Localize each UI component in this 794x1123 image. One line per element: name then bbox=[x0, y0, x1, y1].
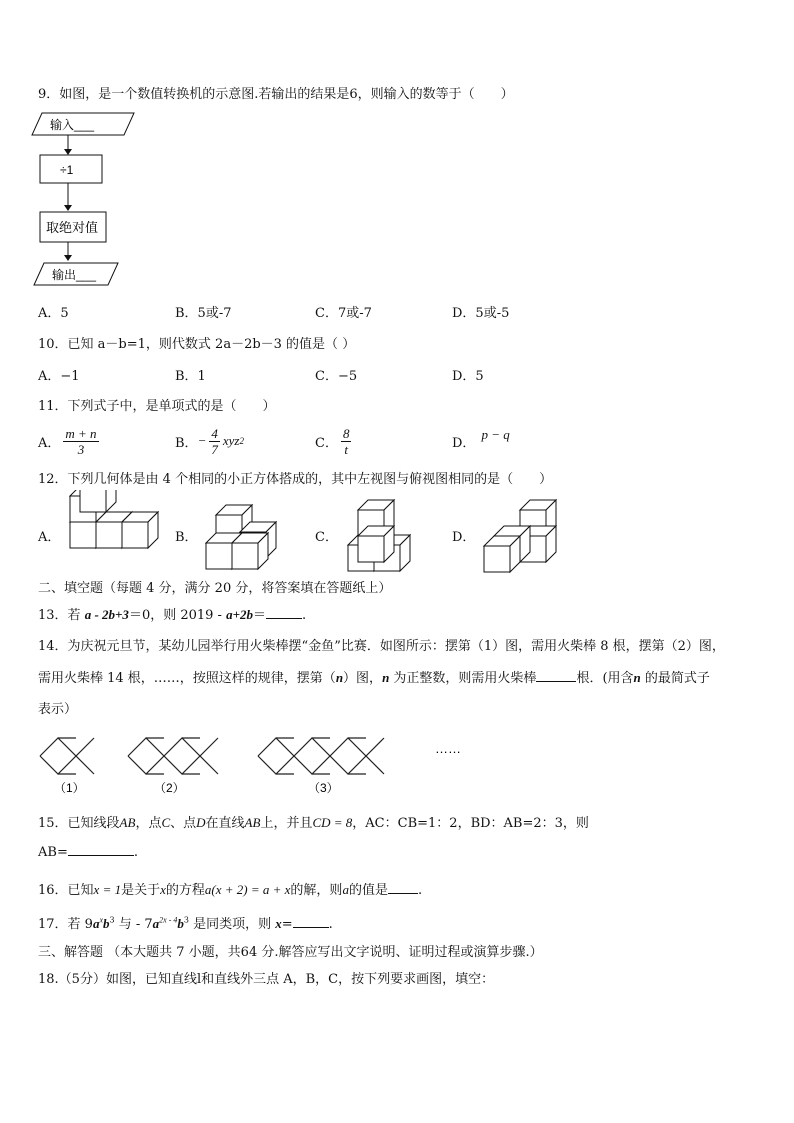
q14-line1: 14．为庆祝元旦节，某幼儿园举行用火柴棒摆“金鱼”比赛．如图所示：摆第（1）图，需用火柴棒 8 根，摆第（2）图， bbox=[38, 639, 725, 654]
flow-output-box bbox=[34, 263, 118, 285]
q11-b-label: B． bbox=[175, 435, 198, 451]
q13-post: ＝ bbox=[253, 608, 267, 623]
q14-fig-label-3: （3） bbox=[308, 781, 339, 795]
q16-equation: a(x + 2) = a + x bbox=[204, 882, 291, 897]
q16-t1: 是关于 bbox=[121, 883, 161, 898]
q17-end: . bbox=[328, 917, 333, 932]
q15-t1: ，点 bbox=[135, 816, 162, 831]
q12-cube-figures bbox=[0, 490, 794, 575]
q9-option-d: D．5或-5 bbox=[452, 306, 510, 321]
q11-b-sign: − bbox=[197, 433, 207, 448]
q11-stem: 11．下列式子中，是单项式的是（ ） bbox=[38, 399, 276, 414]
q13-pre: 13．若 bbox=[38, 608, 85, 623]
q11-d-label: D． bbox=[452, 435, 476, 451]
q12-label-c: C． bbox=[315, 530, 338, 545]
q12-stem: 12．下列几何体是由 4 个相同的小正方体搭成的，其中左视图与俯视图相同的是（ ） bbox=[38, 472, 553, 487]
q17-x: x bbox=[275, 916, 282, 931]
q14-line2c: 为正整数，则需用火柴棒 bbox=[389, 671, 537, 686]
q15-t4: 上，并且 bbox=[260, 816, 313, 831]
q15-line1 bbox=[38, 812, 589, 831]
q17-post: 是同类项，则 bbox=[188, 917, 276, 932]
q15-ab-label: AB= bbox=[38, 845, 68, 860]
q17-eq: = bbox=[281, 917, 293, 932]
q14-n3: n bbox=[633, 670, 641, 685]
q14-line2a: 需用火柴棒 14 根，……，按照这样的规律，摆第（ bbox=[38, 671, 336, 686]
q15-pre: 15．已知线段 bbox=[38, 816, 120, 831]
q14-line3: 表示） bbox=[38, 702, 78, 717]
q12-figure-a bbox=[70, 490, 158, 548]
section2-heading: 二、填空题（每题 4 分，满分 20 分，将答案填在答题纸上） bbox=[38, 581, 392, 596]
q9-option-c: C．7或-7 bbox=[315, 306, 372, 321]
q17-b2: b bbox=[177, 916, 184, 931]
section3-heading: 三、解答题 （本大题共 7 小题，共64 分.解答应写出文字说明、证明过程或演算步骤.） bbox=[38, 945, 543, 960]
q11-b-num: 4 bbox=[211, 425, 218, 441]
flow-input-box bbox=[32, 113, 134, 135]
q12-label-a: A． bbox=[38, 530, 61, 545]
q12-figure-d bbox=[484, 500, 556, 572]
flow-abs-text: 取绝对值 bbox=[46, 220, 99, 235]
q16-x1: x = 1 bbox=[93, 882, 122, 897]
q14-fig-label-2: （2） bbox=[154, 781, 185, 795]
q14-fig-label-1: （1） bbox=[54, 781, 85, 795]
q16-pre: 16．已知 bbox=[38, 883, 94, 898]
q13-eq2: a+2b bbox=[226, 607, 254, 622]
q17-b1: b bbox=[103, 916, 110, 931]
q15-t5: ，AC：CB=1：2，BD：AB=2：3，则 bbox=[352, 816, 589, 831]
q11-option-b bbox=[175, 421, 244, 461]
q17-mid: 与 - 7 bbox=[114, 917, 153, 932]
q12-label-d: D． bbox=[452, 530, 476, 545]
q11-c-den: t bbox=[344, 441, 349, 457]
q15-ab: AB bbox=[119, 815, 136, 830]
q12-figure-c bbox=[348, 500, 410, 571]
q11-d-expr: p − q bbox=[481, 427, 510, 442]
q14-answer-blank[interactable] bbox=[536, 681, 576, 682]
q14-n2: n bbox=[382, 670, 390, 685]
q10-option-d: D．5 bbox=[452, 369, 484, 384]
q14-n1: n bbox=[335, 670, 344, 685]
flow-op-box bbox=[40, 155, 102, 183]
q9-stem: 9．如图，是一个数值转换机的示意图.若输出的结果是6，则输入的数等于（ ） bbox=[38, 87, 514, 102]
q17-exp: 2x - 4 bbox=[159, 915, 178, 925]
flow-op-text: ÷1 bbox=[60, 163, 74, 177]
q11-option-d bbox=[452, 421, 510, 461]
q13-eq1: a - 2b+3 bbox=[84, 607, 129, 622]
q9-option-b: B．5或-7 bbox=[175, 306, 232, 321]
q16-stem bbox=[38, 879, 422, 898]
q11-b-den: 7 bbox=[211, 441, 218, 457]
flow-output-text: 输出___ bbox=[52, 268, 97, 282]
q15-t2: 、点 bbox=[170, 816, 197, 831]
q16-x2: x bbox=[160, 882, 166, 897]
q11-a-den: 3 bbox=[77, 441, 85, 457]
q13-answer-blank[interactable] bbox=[266, 618, 302, 619]
q9-option-a: A．5 bbox=[38, 306, 69, 321]
q14-line2b: ）图， bbox=[343, 671, 383, 686]
q15-t3: 在直线 bbox=[205, 816, 245, 831]
q14-ellipsis: …… bbox=[435, 741, 461, 756]
q11-b-rest: xyz bbox=[222, 433, 240, 448]
flow-abs-box bbox=[40, 212, 106, 242]
q11-b-exp: 2 bbox=[239, 436, 244, 446]
q13-mid: ＝0，则 2019 - bbox=[128, 608, 227, 623]
q15-answer-blank[interactable] bbox=[68, 855, 134, 856]
q18-stem: 18.（5分）如图，已知直线l和直线外三点 A，B，C，按下列要求画图，填空： bbox=[38, 972, 495, 987]
q16-t4: 的值是 bbox=[348, 883, 388, 898]
q17-a2: a bbox=[152, 916, 160, 931]
q10-option-b: B．1 bbox=[175, 369, 206, 384]
q14-fish-3 bbox=[258, 738, 384, 774]
q16-end: . bbox=[417, 883, 423, 898]
q10-option-c: C．−5 bbox=[315, 369, 358, 384]
q11-a-label: A． bbox=[38, 435, 61, 451]
q16-a: a bbox=[342, 882, 349, 897]
q12-label-b: B． bbox=[175, 530, 198, 545]
q14-fish-2 bbox=[128, 738, 218, 774]
q10-stem: 10．已知 a－b=1，则代数式 2a－2b－3 的值是（ ） bbox=[38, 337, 356, 352]
q11-a-num: m + n bbox=[65, 425, 97, 441]
q11-c-label: C． bbox=[315, 435, 338, 451]
q13-end: . bbox=[302, 608, 307, 623]
q14-matchstick-figures bbox=[30, 728, 470, 798]
q12-figure-b bbox=[206, 505, 276, 569]
q11-option-c bbox=[315, 421, 354, 461]
q11-option-a bbox=[38, 421, 102, 461]
q15-cd: CD = 8 bbox=[312, 815, 353, 830]
q17-answer-blank[interactable] bbox=[293, 927, 329, 928]
q17-pre: 17．若 9 bbox=[38, 917, 93, 932]
q16-t3: 的解，则 bbox=[290, 883, 343, 898]
q17-a1: a bbox=[92, 916, 100, 931]
q14-line2d: 根．(用含 bbox=[576, 671, 634, 686]
q17-stem: 17．若 $9a^xb^3$ 与 - $7a^{2x - 4}b^3$ 是同类项，则 x= . bbox=[38, 915, 333, 932]
q16-t2: 的方程 bbox=[165, 883, 205, 898]
q10-option-a: A．−1 bbox=[38, 369, 80, 384]
q15-d: D bbox=[196, 815, 206, 830]
q11-c-num: 8 bbox=[342, 425, 350, 441]
q15-line2 bbox=[38, 845, 138, 860]
q13-stem bbox=[38, 604, 306, 623]
q14-fish-1 bbox=[40, 738, 94, 774]
q14-line2 bbox=[38, 667, 710, 686]
q16-answer-blank[interactable] bbox=[388, 893, 418, 894]
q15-end: . bbox=[133, 845, 138, 860]
flow-input-text: 输入___ bbox=[50, 118, 95, 132]
q15-c: C bbox=[161, 815, 171, 830]
q9-flowchart bbox=[30, 108, 140, 288]
q14-line2e: 的最简式子 bbox=[640, 671, 710, 686]
q15-ab2: AB bbox=[244, 815, 261, 830]
